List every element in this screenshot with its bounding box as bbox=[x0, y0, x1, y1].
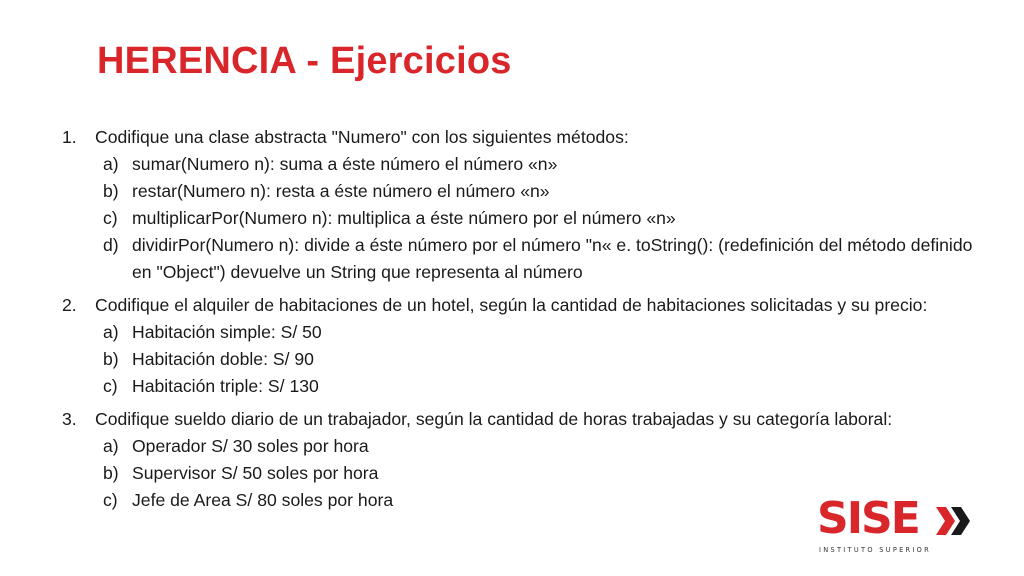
question-line bbox=[62, 292, 992, 319]
logo-wordmark: SISE bbox=[817, 493, 919, 544]
sub-item bbox=[103, 178, 992, 205]
sub-item-text: dividirPor(Numero n): divide a éste número por el número "n« e. toString(): (redefinición del método definido en "Object") devuelve un String que representa al número bbox=[132, 235, 973, 282]
question-line bbox=[62, 406, 992, 433]
sub-item bbox=[103, 205, 992, 232]
question-1 bbox=[62, 124, 992, 286]
sub-item bbox=[103, 232, 992, 286]
sub-item-letter: b) bbox=[103, 181, 119, 201]
sub-item-letter: c) bbox=[103, 208, 118, 228]
question-number: 3. bbox=[62, 409, 77, 429]
sub-item-text: Jefe de Area S/ 80 soles por hora bbox=[132, 490, 394, 510]
double-chevron-right-icon bbox=[936, 507, 972, 535]
logo-tagline: INSTITUTO SUPERIOR bbox=[819, 546, 932, 554]
sub-item bbox=[103, 319, 992, 346]
sub-item-letter: a) bbox=[103, 154, 119, 174]
sub-item-text: restar(Numero n): resta a éste número el número «n» bbox=[132, 181, 550, 201]
slide-title: HERENCIA - Ejercicios bbox=[97, 40, 512, 82]
sub-item-letter: a) bbox=[103, 322, 119, 342]
sub-item-text: multiplicarPor(Numero n): multiplica a éste número por el número «n» bbox=[132, 208, 676, 228]
sub-item-letter: c) bbox=[103, 490, 118, 510]
sub-item bbox=[103, 151, 992, 178]
question-text: Codifique una clase abstracta "Numero" con los siguientes métodos: bbox=[95, 127, 629, 147]
sub-item-letter: d) bbox=[103, 235, 119, 255]
sub-item-letter: a) bbox=[103, 436, 119, 456]
sub-item-text: Habitación doble: S/ 90 bbox=[132, 349, 314, 369]
question-text: Codifique el alquiler de habitaciones de un hotel, según la cantidad de habitaciones solicitadas y su precio: bbox=[95, 295, 928, 315]
question-number: 1. bbox=[62, 127, 77, 147]
sub-item-letter: c) bbox=[103, 376, 118, 396]
sub-item-text: Habitación triple: S/ 130 bbox=[132, 376, 319, 396]
sub-item bbox=[103, 346, 992, 373]
sub-item-text: Habitación simple: S/ 50 bbox=[132, 322, 322, 342]
sub-item-letter: b) bbox=[103, 463, 119, 483]
sub-item bbox=[103, 460, 992, 487]
sub-item-list bbox=[103, 319, 992, 400]
sub-item-text: Operador S/ 30 soles por hora bbox=[132, 436, 369, 456]
sub-item-letter: b) bbox=[103, 349, 119, 369]
question-line bbox=[62, 124, 992, 151]
sub-item-text: sumar(Numero n): suma a éste número el número «n» bbox=[132, 154, 558, 174]
sub-item-list bbox=[103, 151, 992, 286]
sub-item-text: Supervisor S/ 50 soles por hora bbox=[132, 463, 379, 483]
sub-item bbox=[103, 433, 992, 460]
question-text: Codifique sueldo diario de un trabajador, según la cantidad de horas trabajadas y su categoría laboral: bbox=[95, 409, 893, 429]
question-2 bbox=[62, 292, 992, 400]
sub-item bbox=[103, 373, 992, 400]
exercise-list bbox=[62, 124, 992, 520]
sise-logo bbox=[817, 493, 977, 560]
question-number: 2. bbox=[62, 295, 77, 315]
